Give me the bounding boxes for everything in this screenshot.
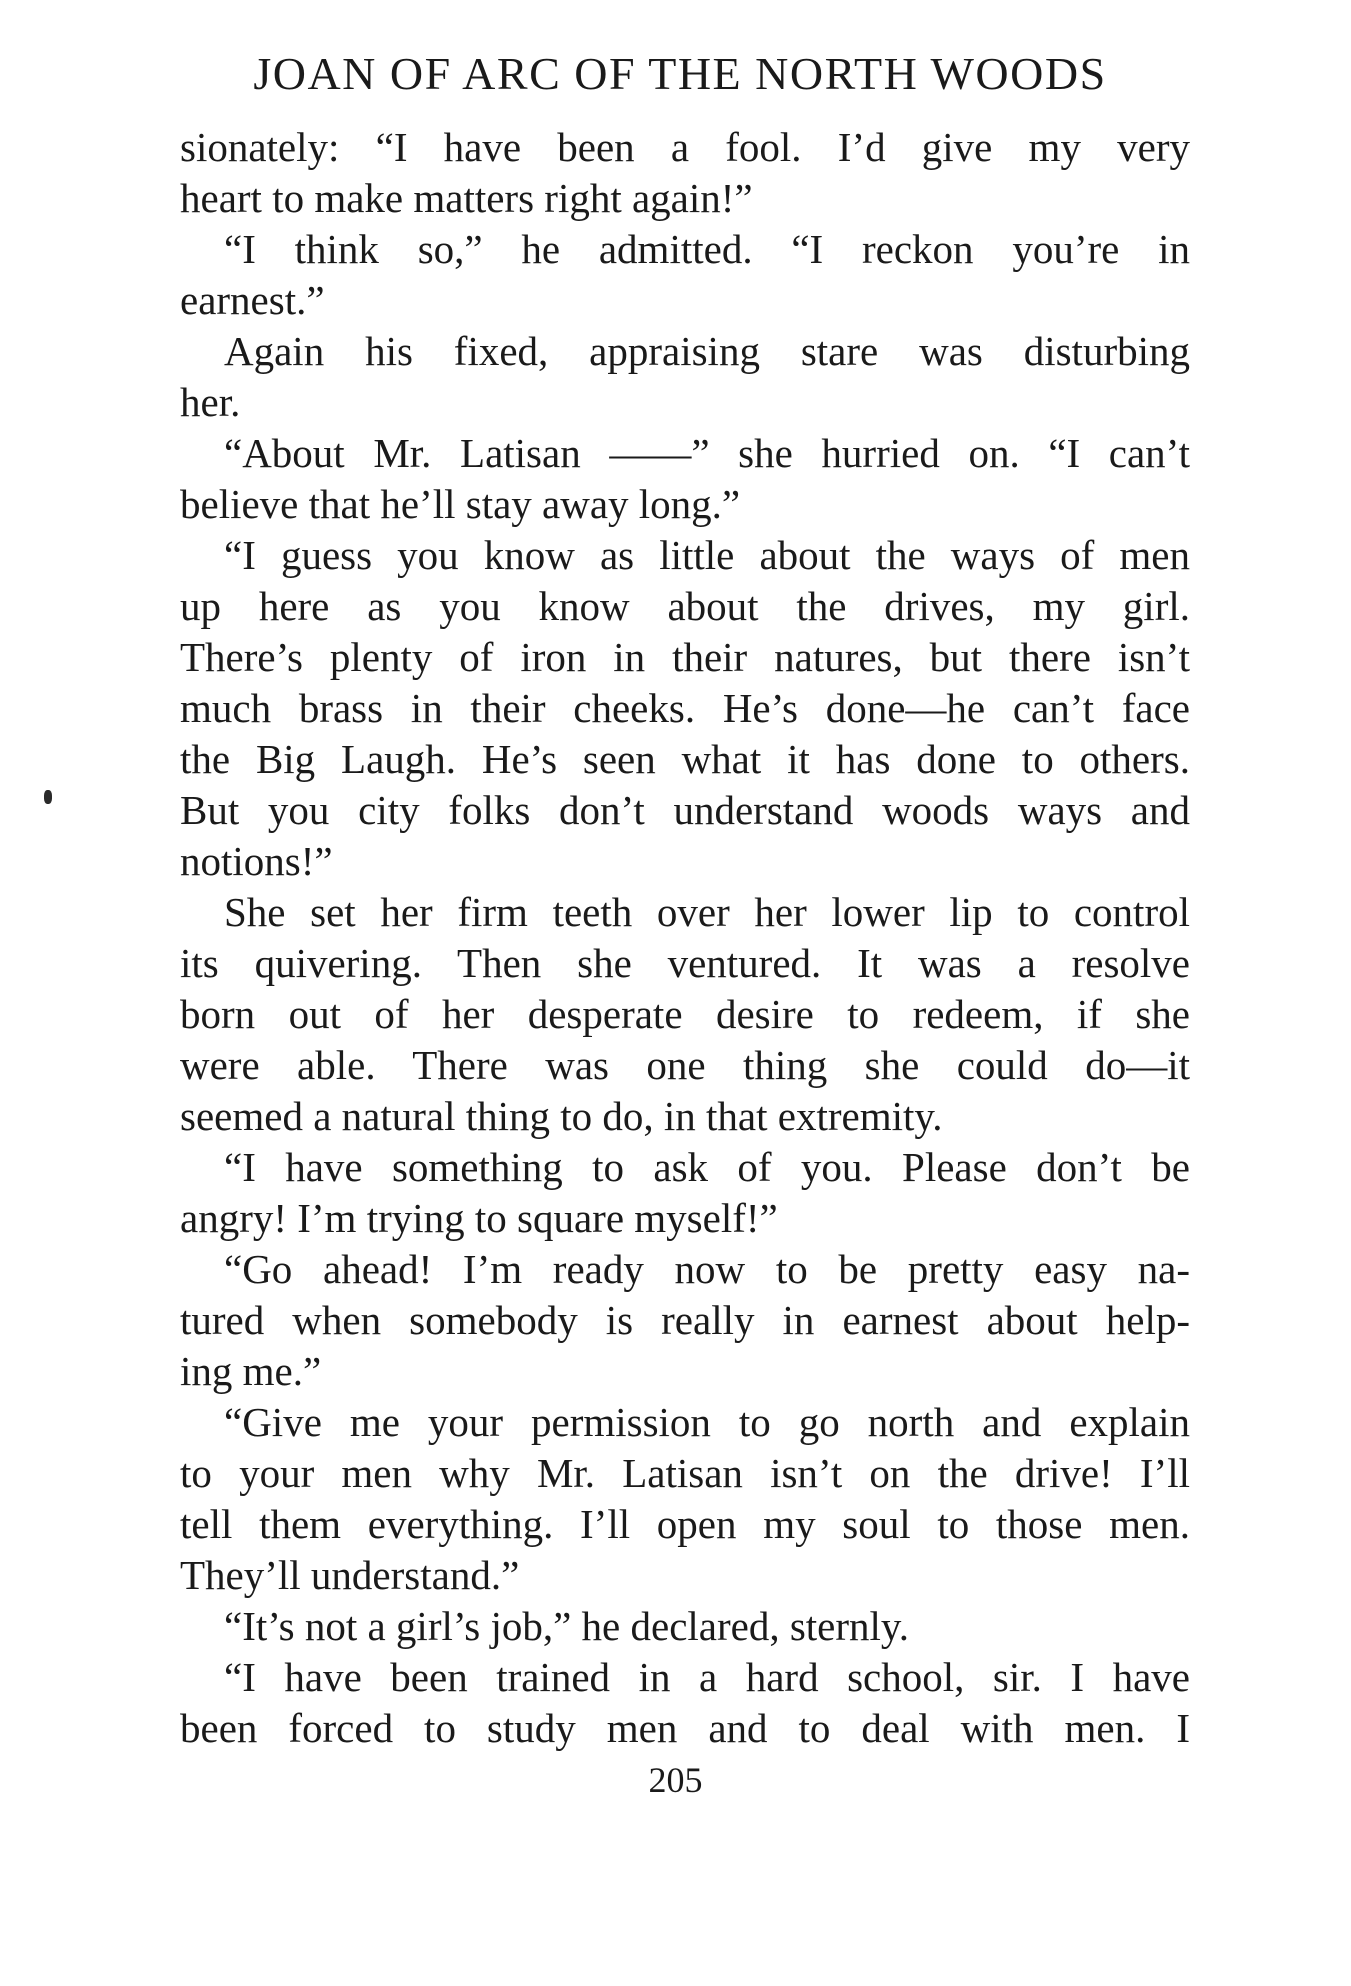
text-line: to your men why Mr. Latisan isn’t on the drive! I’ll: [180, 1450, 1190, 1496]
text-line: were able. There was one thing she could do—it: [180, 1042, 1190, 1088]
text-line: “I have something to ask of you. Please don’t be: [224, 1144, 1190, 1190]
text-line: “I guess you know as little about the ways of men: [224, 532, 1190, 578]
page-number: 205: [648, 1760, 703, 1800]
text-line: There’s plenty of iron in their natures, but there isn’t: [180, 634, 1190, 680]
text-line: tell them everything. I’ll open my soul to those men.: [180, 1501, 1190, 1547]
text-line: Again his fixed, appraising stare was disturbing: [224, 328, 1190, 374]
text-line: heart to make matters right again!”: [180, 175, 753, 221]
text-line: sionately: “I have been a fool. I’d give my very: [180, 124, 1190, 170]
running-head: JOAN OF ARC OF THE NORTH WOODS: [253, 48, 1107, 99]
text-line: “I think so,” he admitted. “I reckon you’re in: [224, 226, 1190, 272]
text-line: much brass in their cheeks. He’s done—he can’t face: [180, 685, 1190, 731]
text-line: They’ll understand.”: [180, 1552, 520, 1598]
text-line: She set her firm teeth over her lower lip to control: [224, 889, 1190, 935]
body-text: [180, 122, 1190, 1754]
text-line: “About Mr. Latisan ——” she hurried on. “I can’t: [224, 430, 1190, 476]
text-line: believe that he’ll stay away long.”: [180, 481, 741, 527]
text-line: been forced to study men and to deal with men. I: [180, 1705, 1190, 1751]
text-line: earnest.”: [180, 277, 325, 323]
scan-speck: [44, 790, 52, 804]
text-line: But you city folks don’t understand woods ways and: [180, 787, 1190, 833]
text-line: seemed a natural thing to do, in that extremity.: [180, 1093, 943, 1139]
text-line: “It’s not a girl’s job,” he declared, sternly.: [224, 1603, 910, 1649]
text-line: born out of her desperate desire to redeem, if she: [180, 991, 1190, 1037]
text-line: “Go ahead! I’m ready now to be pretty easy na-: [224, 1246, 1190, 1292]
text-line: up here as you know about the drives, my girl.: [180, 583, 1190, 629]
text-line: its quivering. Then she ventured. It was a resolve: [180, 940, 1190, 986]
text-line: ing me.”: [180, 1348, 322, 1394]
text-line: “I have been trained in a hard school, sir. I have: [224, 1654, 1190, 1700]
text-line: angry! I’m trying to square myself!”: [180, 1195, 778, 1241]
text-line: “Give me your permission to go north and explain: [224, 1399, 1190, 1445]
text-line: tured when somebody is really in earnest about help-: [180, 1297, 1190, 1343]
text-line: notions!”: [180, 838, 333, 884]
text-line: her.: [180, 379, 241, 425]
text-line: the Big Laugh. He’s seen what it has done to others.: [180, 736, 1190, 782]
